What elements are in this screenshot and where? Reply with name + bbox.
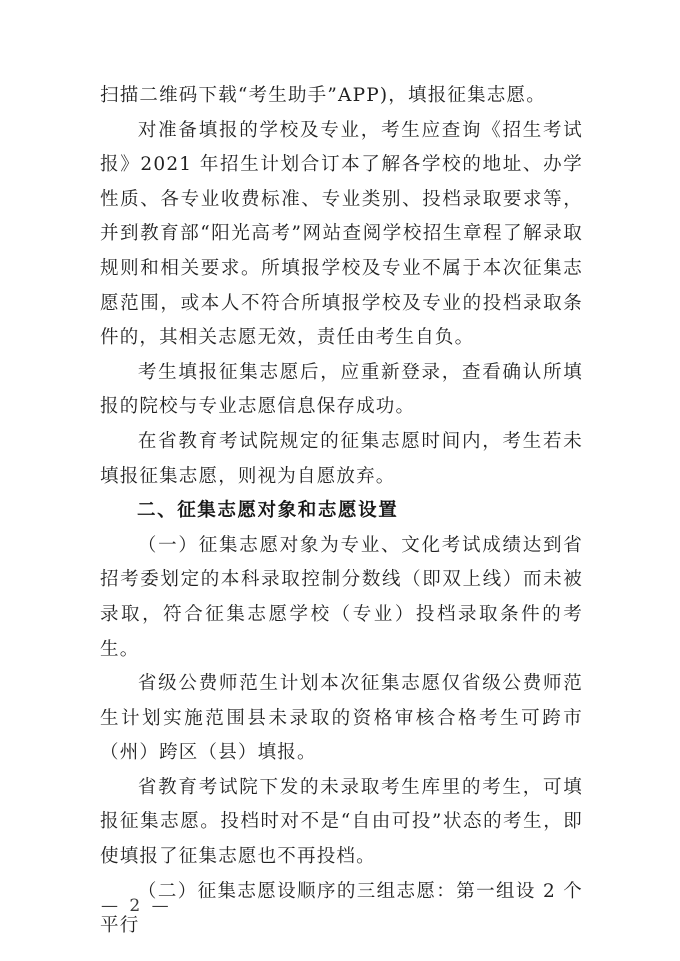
section-heading: 二、征集志愿对象和志愿设置 — [137, 500, 399, 522]
body-paragraph: 考生填报征集志愿后，应重新登录，查看确认所填报的院校与专业志愿信息保存成功。 — [100, 361, 583, 418]
body-paragraph: 省教育考试院下发的未录取考生库里的考生，可填报征集志愿。投档时对不是“自由可投”状态的考生，即使填报了征集志愿也不再投档。 — [100, 776, 583, 868]
body-paragraph: （二）征集志愿设顺序的三组志愿：第一组设 2 个平行 — [100, 880, 583, 937]
body-paragraph: 省级公费师范生计划本次征集志愿仅省级公费师范生计划实施范围县未录取的资格审核合格考生可跨市（州）跨区（县）填报。 — [100, 673, 583, 764]
footer-page-number: — 2 — — [101, 896, 172, 916]
document-body — [100, 79, 583, 944]
body-paragraph: （一）征集志愿对象为专业、文化考试成绩达到省招考委划定的本科录取控制分数线（即双上线）而未被录取，符合征集志愿学校（专业）投档录取条件的考生。 — [100, 534, 583, 660]
body-paragraph: 对准备填报的学校及专业，考生应查询《招生考试报》2021 年招生计划合订本了解各学校的地址、办学性质、各专业收费标准、专业类别、投档录取要求等，并到教育部“阳光高考”网站查阅学校招生章程了解录取规则和相关要求。所填报学校及专业不属于本次征集志愿范围，或本人不符合所填报学校及专业的投档录取条件的，其相关志愿无效，责任由考生自负。 — [100, 119, 583, 349]
body-paragraph: 在省教育考试院规定的征集志愿时间内，考生若未填报征集志愿，则视为自愿放弃。 — [100, 430, 583, 487]
body-paragraph-continuation: 扫描二维码下载“考生助手”APP)，填报征集志愿。 — [100, 85, 546, 106]
